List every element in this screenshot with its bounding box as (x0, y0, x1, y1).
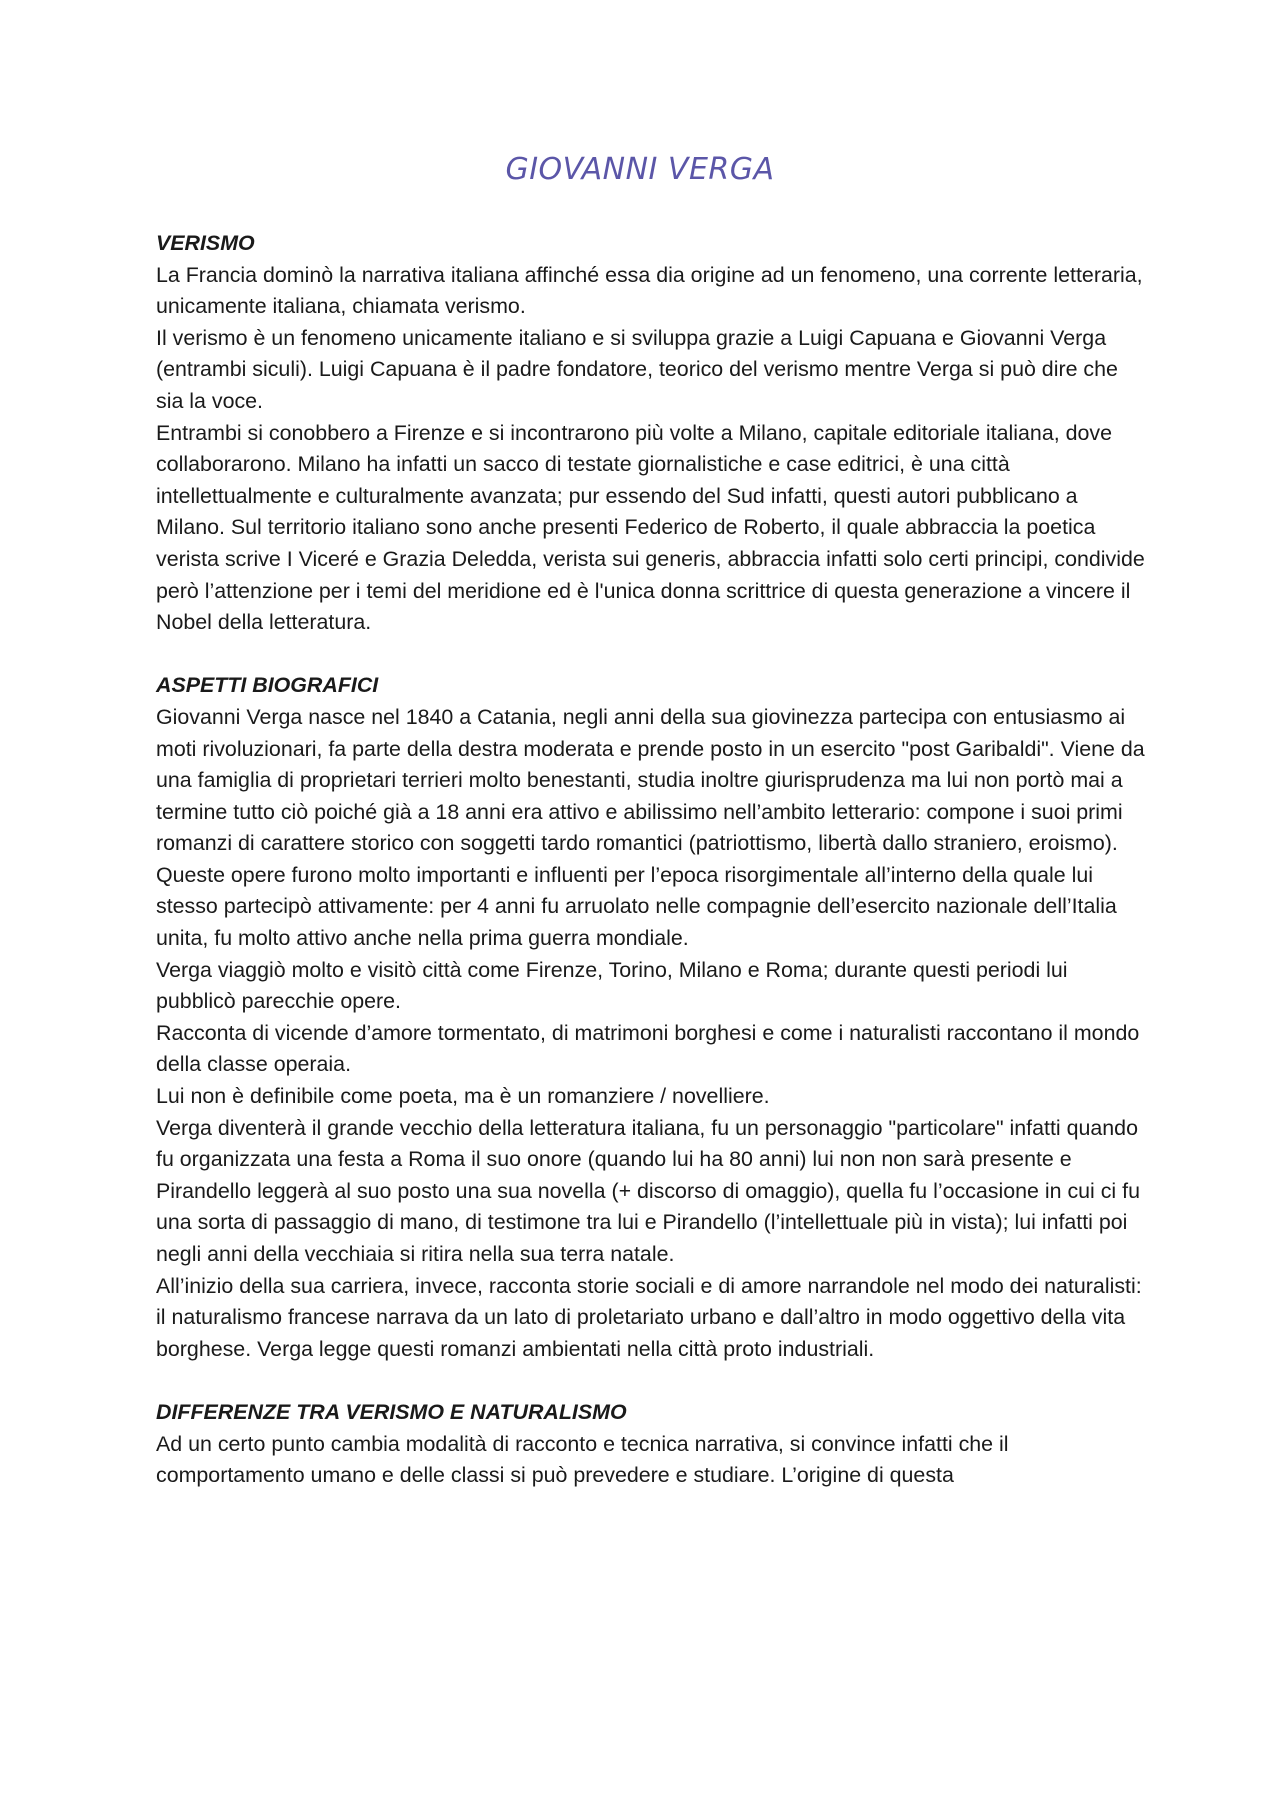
paragraph: Verga diventerà il grande vecchio della letteratura italiana, fu un personaggio "particolare" infatti quando fu organizzata una festa a Roma il suo onore (quando lui ha 80 anni) lui non non sarà presente e Pirandello leggerà al suo posto una sua novella (+ discorso di omaggio), quella fu l’occasione in cui ci fu una sorta di passaggio di mano, di testimone tra lui e Pirandello (l’intellettuale più in vista); lui infatti poi negli anni della vecchiaia si ritira nella sua terra natale. (156, 1115, 1140, 1266)
paragraph: Lui non è definibile come poeta, ma è un romanziere / novelliere. (156, 1084, 770, 1109)
paragraph: Verga viaggiò molto e visitò città come Firenze, Torino, Milano e Roma; durante questi periodi lui pubblicò parecchie opere. (156, 957, 1068, 1014)
section-heading: ASPETTI BIOGRAFICI (156, 673, 379, 698)
section-aspetti-biografici (156, 670, 1146, 1365)
section-heading: DIFFERENZE TRA VERISMO E NATURALISMO (156, 1399, 627, 1424)
paragraph: Il verismo è un fenomeno unicamente italiano e si sviluppa grazie a Luigi Capuana e Giovanni Verga (entrambi siculi). Luigi Capuana è il padre fondatore, teorico del verismo mentre Verga si può dire che sia la voce. (156, 325, 1118, 413)
section-differenze (156, 1397, 1146, 1492)
section-spacer (156, 639, 1146, 671)
section-heading: VERISMO (156, 231, 255, 255)
section-spacer (156, 1365, 1146, 1397)
document-body (156, 228, 1146, 1492)
section-verismo (156, 228, 1146, 639)
paragraph: Giovanni Verga nasce nel 1840 a Catania, negli anni della sua giovinezza partecipa con entusiasmo ai moti rivoluzionari, fa parte della destra moderata e prende posto in un esercito "post Garibaldi". Viene da una famiglia di proprietari terrieri molto benestanti, studia inoltre giurisprudenza ma lui non portò mai a termine tutto ciò poiché già a 18 anni era attivo e abilissimo nell’ambito letterario: compone i suoi primi romanzi di carattere storico con soggetti tardo romantici (patriottismo, libertà dallo straniero, eroismo). (156, 704, 1145, 856)
paragraph: Ad un certo punto cambia modalità di racconto e tecnica narrativa, si convince infatti che il comportamento umano e delle classi si può prevedere e studiare. L’origine di questa (156, 1431, 1009, 1488)
paragraph: Racconta di vicende d’amore tormentato, di matrimoni borghesi e come i naturalisti raccontano il mondo della classe operaia. (156, 1020, 1140, 1077)
paragraph: Entrambi si conobbero a Firenze e si incontrarono più volte a Milano, capitale editoriale italiana, dove collaborarono. Milano ha infatti un sacco di testate giornalistiche e case editrici, è una città intellettualmente e culturalmente avanzata; pur essendo del Sud infatti, questi autori pubblicano a Milano. Sul territorio italiano sono anche presenti Federico de Roberto, il quale abbraccia la poetica verista scrive I Viceré e Grazia Deledda, verista sui generis, abbraccia infatti solo certi principi, condivide però l’attenzione per i temi del meridione ed è l'unica donna scrittrice di questa generazione a vincere il Nobel della letteratura. (156, 420, 1145, 635)
page-title: GIOVANNI VERGA (505, 152, 775, 187)
paragraph: All’inizio della sua carriera, invece, racconta storie sociali e di amore narrandole nel modo dei naturalisti: il naturalismo francese narrava da un lato di proletariato urbano e dall’altro in modo oggettivo della vita borghese. Verga legge questi romanzi ambientati nella città proto industriali. (156, 1273, 1142, 1361)
paragraph: Queste opere furono molto importanti e influenti per l’epoca risorgimentale all’interno della quale lui stesso partecipò attivamente: per 4 anni fu arruolato nelle compagnie dell’esercito nazionale dell’Italia unita, fu molto attivo anche nella prima guerra mondiale. (156, 862, 1117, 951)
paragraph: La Francia dominò la narrativa italiana affinché essa dia origine ad un fenomeno, una corrente letteraria, unicamente italiana, chiamata verismo. (156, 262, 1143, 319)
